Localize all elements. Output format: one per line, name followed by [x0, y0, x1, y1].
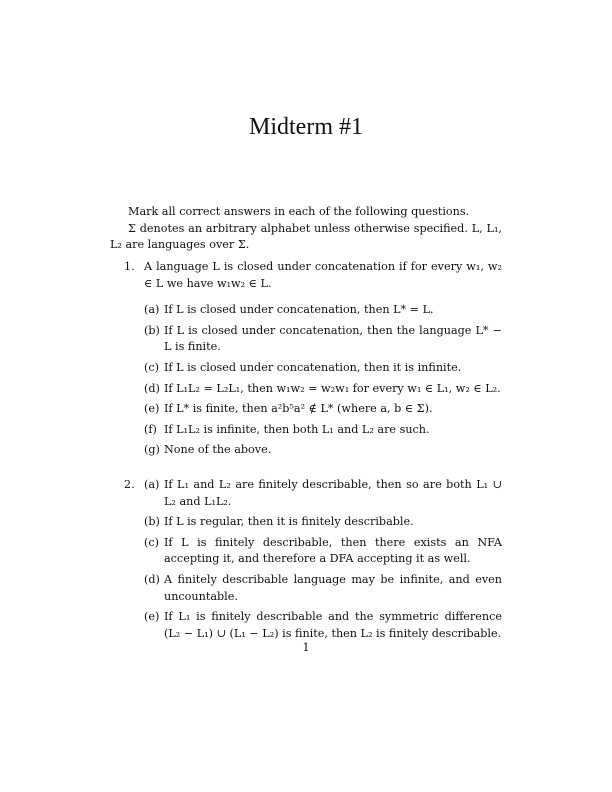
answer-option[interactable]: [110, 401, 502, 418]
answer-options: [110, 477, 502, 642]
answer-option[interactable]: [110, 442, 502, 459]
option-label: (e): [144, 402, 160, 416]
answer-option[interactable]: [110, 302, 502, 319]
option-text: If L* is finite, then a²b⁵a² ∉ L* (where a, b ∈ Σ).: [164, 402, 433, 416]
answer-option[interactable]: [110, 422, 502, 439]
option-label: (c): [144, 535, 159, 549]
option-text: A finitely describable language may be infinite, and even uncountable.: [164, 572, 502, 603]
option-label: (d): [144, 572, 160, 586]
question-text: A language L is closed under concatenation if for every w₁, w₂ ∈ L we have w₁w₂ ∈ L.: [144, 260, 502, 290]
answer-options: [110, 302, 502, 459]
option-label: (g): [144, 443, 160, 457]
page-title: Midterm #1: [249, 114, 363, 140]
answer-option[interactable]: [110, 572, 502, 605]
page-number: 1: [302, 641, 310, 654]
option-label: (d): [144, 381, 160, 395]
question-number: 2.: [124, 478, 135, 491]
answer-option[interactable]: [110, 514, 502, 531]
option-label: (c): [144, 360, 159, 374]
option-text: If L is finitely describable, then there exists an NFA accepting it, and therefore a DFA accepting it as well.: [164, 535, 502, 566]
question-1: [110, 259, 502, 463]
answer-option[interactable]: [110, 381, 502, 398]
option-text: If L₁ and L₂ are finitely describable, then so are both L₁ ∪ L₂ and L₁L₂.: [164, 478, 502, 508]
instruction-line-1: Mark all correct answers in each of the following questions.: [128, 205, 470, 218]
option-label: (b): [144, 515, 160, 529]
instruction-line-2: Σ denotes an arbitrary alphabet unless otherwise specified. L, L₁, L₂ are languages over Σ.: [110, 221, 502, 252]
answer-option[interactable]: [110, 360, 502, 377]
answer-option[interactable]: [110, 323, 502, 356]
option-text: If L is closed under concatenation, then it is infinite.: [164, 360, 462, 374]
option-text: If L is closed under concatenation, then L* = L.: [164, 303, 434, 317]
answer-option[interactable]: [110, 535, 502, 568]
option-text: If L₁ is finitely describable and the symmetric difference (L₂ − L₁) ∪ (L₁ − L₂) is finite, then L₂ is finitely describable.: [164, 610, 502, 640]
option-label: (e): [144, 610, 160, 624]
option-label: (b): [144, 323, 160, 337]
question-number: 1.: [124, 260, 135, 273]
option-label: (a): [144, 478, 160, 491]
option-label: (f): [144, 422, 157, 436]
question-2: [110, 477, 502, 646]
answer-option[interactable]: [110, 609, 502, 642]
option-text: If L is closed under concatenation, then the language L* − L is finite.: [164, 323, 502, 354]
question-1-stem: [110, 259, 502, 292]
option-text: None of the above.: [164, 443, 272, 457]
option-label: (a): [144, 303, 160, 317]
option-text: If L₁L₂ = L₂L₁, then w₁w₂ = w₂w₁ for every w₁ ∈ L₁, w₂ ∈ L₂.: [164, 381, 501, 395]
instructions: [110, 204, 502, 254]
option-text: If L is regular, then it is finitely describable.: [164, 515, 414, 529]
option-text: If L₁L₂ is infinite, then both L₁ and L₂ are such.: [164, 422, 430, 436]
answer-option[interactable]: [110, 477, 502, 510]
